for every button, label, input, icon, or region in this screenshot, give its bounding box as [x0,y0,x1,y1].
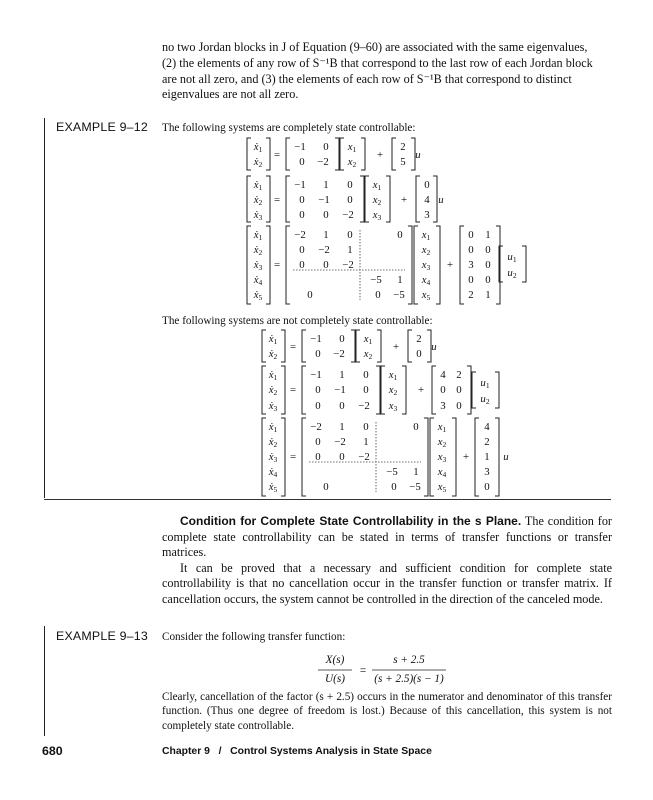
svg-text:1: 1 [363,436,369,448]
svg-text:−1: −1 [310,369,322,381]
svg-text:ẋ3: ẋ3 [268,400,278,413]
example-12-label: EXAMPLE 9–12 [56,120,148,134]
tf-lhs-numerator: X(s) [325,654,345,666]
intro-line-1: no two Jordan blocks in J of Equation (9–60) are associated with the same eigenvalues, [162,40,588,54]
svg-text:+: + [392,341,400,353]
svg-text:0: 0 [299,156,305,168]
svg-text:ẋ2: ẋ2 [268,436,278,449]
svg-text:=: = [273,149,281,161]
svg-text:ẋ1: ẋ1 [268,421,278,434]
example-13-left-bar [44,626,45,736]
svg-text:ẋ2: ẋ2 [268,384,278,397]
tf-rhs-numerator: s + 2.5 [393,654,425,666]
svg-text:ẋ5: ẋ5 [268,481,278,494]
svg-text:0: 0 [424,179,430,191]
intro-line-2: (2) the elements of any row of S⁻¹B that correspond to the last row of each Jordan block [162,55,593,70]
svg-text:0: 0 [339,451,345,463]
svg-text:3: 3 [440,400,446,412]
svg-text:1: 1 [339,369,345,381]
svg-text:0: 0 [307,289,313,301]
svg-text:3: 3 [468,259,474,271]
svg-text:0: 0 [484,481,490,493]
svg-text:ẋ2: ẋ2 [268,348,278,361]
svg-text:+: + [417,384,425,396]
svg-text:x2: x2 [363,348,373,361]
svg-text:−2: −2 [333,348,345,360]
svg-text:0: 0 [413,421,419,433]
svg-text:u: u [431,341,437,353]
svg-text:ẋ1: ẋ1 [253,141,263,154]
svg-text:x1: x1 [372,179,382,192]
svg-text:x4: x4 [437,466,447,479]
svg-text:0: 0 [485,259,491,271]
svg-text:2: 2 [400,141,406,153]
svg-text:ẋ1: ẋ1 [268,333,278,346]
svg-text:x3: x3 [437,451,447,464]
tf-lhs-denominator: U(s) [325,673,345,685]
svg-text:0: 0 [468,244,474,256]
svg-text:x3: x3 [372,209,382,222]
condition-paragraph-1: The condition for complete state controllability can be stated in terms of transfer functions or transfer matrices. [162,514,612,560]
svg-text:ẋ1: ẋ1 [253,229,263,242]
example-13-lead: Consider the following transfer function: [162,631,346,643]
svg-text:0: 0 [363,384,369,396]
svg-text:0: 0 [485,244,491,256]
svg-text:−2: −2 [334,436,346,448]
svg-text:ẋ4: ẋ4 [253,274,263,287]
svg-text:0: 0 [315,348,321,360]
svg-text:−5: −5 [409,481,421,493]
svg-text:0: 0 [315,400,321,412]
svg-text:0: 0 [299,259,305,271]
svg-text:1: 1 [323,229,329,241]
svg-text:=: = [359,665,367,677]
svg-text:ẋ1: ẋ1 [268,369,278,382]
svg-text:0: 0 [397,229,403,241]
example-12-not-lead: The following systems are not completely state controllable: [162,315,433,327]
svg-text:=: = [289,341,297,353]
svg-text:3: 3 [424,209,430,221]
svg-text:0: 0 [391,481,397,493]
svg-text:1: 1 [323,179,329,191]
running-footer: Chapter 9 / Control Systems Analysis in State Space [162,746,432,757]
svg-text:0: 0 [375,289,381,301]
svg-text:u1: u1 [480,377,490,390]
condition-paragraph-2: It can be proved that a necessary and sufficient condition for complete state controllability is that no cancellation occur in the transfer function or transfer matrix. If cancellation occurs, the system cannot be controlled in the direction of the canceled mode. [162,560,612,606]
example-12-lead: The following systems are completely state controllable: [162,122,416,134]
svg-text:x1: x1 [421,229,431,242]
svg-text:1: 1 [485,289,491,301]
svg-text:ẋ1: ẋ1 [253,179,263,192]
svg-text:u1: u1 [507,251,517,264]
svg-text:x2: x2 [347,156,357,169]
svg-text:x2: x2 [421,244,431,257]
svg-text:−2: −2 [317,156,329,168]
svg-text:x1: x1 [388,369,398,382]
svg-text:−5: −5 [393,289,405,301]
svg-text:u: u [415,149,421,161]
svg-text:+: + [400,194,408,206]
svg-text:x3: x3 [421,259,431,272]
svg-text:1: 1 [339,421,345,433]
svg-text:0: 0 [416,348,422,360]
svg-text:x4: x4 [421,274,431,287]
svg-text:1: 1 [485,229,491,241]
svg-text:−1: −1 [334,384,346,396]
svg-text:0: 0 [347,194,353,206]
svg-text:0: 0 [315,451,321,463]
svg-text:−2: −2 [342,209,354,221]
svg-text:u2: u2 [480,393,490,406]
svg-text:2: 2 [484,436,490,448]
svg-text:x1: x1 [363,333,373,346]
svg-text:x1: x1 [437,421,447,434]
svg-text:=: = [273,259,281,271]
svg-text:−2: −2 [294,229,306,241]
svg-text:−1: −1 [294,179,306,191]
svg-text:0: 0 [339,400,345,412]
svg-text:0: 0 [323,481,329,493]
svg-text:2: 2 [468,289,474,301]
svg-text:0: 0 [456,384,462,396]
svg-text:0: 0 [299,244,305,256]
example-13-label: EXAMPLE 9–13 [56,629,148,643]
svg-text:ẋ2: ẋ2 [253,244,263,257]
svg-text:x1: x1 [347,141,357,154]
svg-text:x3: x3 [388,400,398,413]
svg-text:x2: x2 [372,194,382,207]
svg-text:=: = [289,384,297,396]
svg-text:4: 4 [484,421,490,433]
svg-text:−1: −1 [318,194,330,206]
svg-text:0: 0 [363,369,369,381]
svg-text:+: + [446,259,454,271]
svg-text:1: 1 [347,244,353,256]
svg-text:2: 2 [416,333,422,345]
svg-text:ẋ4: ẋ4 [268,466,278,479]
intro-line-4: eigenvalues are not all zero. [162,87,299,102]
svg-text:ẋ3: ẋ3 [268,451,278,464]
svg-text:−5: −5 [370,274,382,286]
svg-text:ẋ5: ẋ5 [253,289,263,302]
svg-text:x5: x5 [437,481,447,494]
svg-text:−2: −2 [318,244,330,256]
svg-text:0: 0 [299,194,305,206]
svg-text:0: 0 [323,259,329,271]
svg-text:0: 0 [339,333,345,345]
svg-text:0: 0 [468,274,474,286]
condition-heading: Condition for Complete State Controllability in the s Plane. [180,514,522,528]
svg-text:0: 0 [468,229,474,241]
svg-text:0: 0 [456,400,462,412]
svg-text:u: u [503,451,509,463]
svg-text:=: = [273,194,281,206]
svg-text:u: u [438,194,444,206]
intro-line-3: are not all zero, and (3) the elements of each row of S⁻¹B that correspond to distinct [162,71,572,86]
svg-text:0: 0 [323,141,329,153]
svg-text:0: 0 [440,384,446,396]
svg-text:+: + [376,149,384,161]
svg-text:0: 0 [347,179,353,191]
example-13-body: Clearly, cancellation of the factor (s + 2.5) occurs in the numerator and denominator of this transfer function. (Thus one degree of freedom is lost.) Because of this cancellation, this system is not completely state controllable. [162,691,612,732]
example-12-bottom-rule [44,499,611,500]
tf-rhs-denominator: (s + 2.5)(s − 1) [374,673,444,685]
condition-section [162,514,612,608]
svg-text:−2: −2 [310,421,322,433]
svg-text:ẋ3: ẋ3 [253,259,263,272]
svg-text:ẋ2: ẋ2 [253,194,263,207]
svg-text:0: 0 [347,229,353,241]
page-number: 680 [42,744,63,758]
svg-text:0: 0 [323,209,329,221]
svg-text:0: 0 [363,421,369,433]
svg-text:−2: −2 [358,451,370,463]
svg-text:1: 1 [397,274,403,286]
svg-text:−1: −1 [294,141,306,153]
svg-text:0: 0 [485,274,491,286]
svg-text:0: 0 [315,384,321,396]
svg-text:ẋ3: ẋ3 [253,209,263,222]
svg-text:=: = [289,451,297,463]
svg-text:−2: −2 [342,259,354,271]
svg-text:3: 3 [484,466,490,478]
svg-text:x2: x2 [388,384,398,397]
svg-text:5: 5 [400,156,406,168]
svg-text:−2: −2 [358,400,370,412]
svg-text:1: 1 [484,451,490,463]
svg-text:−1: −1 [310,333,322,345]
svg-text:ẋ2: ẋ2 [253,156,263,169]
svg-text:u2: u2 [507,267,517,280]
svg-text:−5: −5 [386,466,398,478]
svg-text:4: 4 [440,369,446,381]
svg-text:1: 1 [413,466,419,478]
svg-text:x2: x2 [437,436,447,449]
svg-text:x5: x5 [421,289,431,302]
svg-text:4: 4 [424,194,430,206]
svg-text:+: + [462,451,470,463]
svg-text:0: 0 [315,436,321,448]
svg-text:2: 2 [456,369,462,381]
svg-text:0: 0 [299,209,305,221]
